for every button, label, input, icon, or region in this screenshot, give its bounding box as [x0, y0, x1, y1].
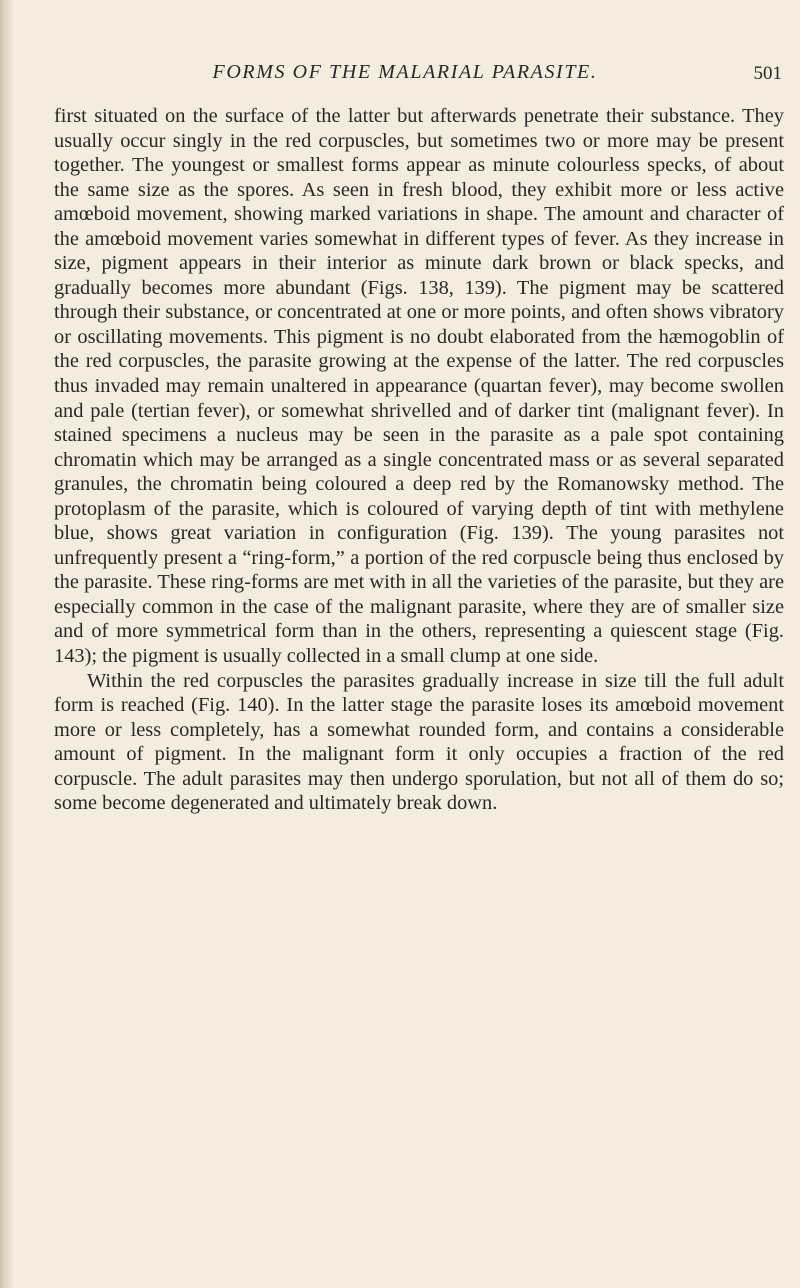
paragraph-2: Within the red corpuscles the parasites gradually increase in size till the full adult form is reached (Fig. 140). In the latter stage the parasite loses its amœboid movement more or less completely, has a somewhat rounded form, and contains a considerable amount of pigment. In the malignant form it only occupies a fraction of the red corpuscle. The adult parasites may then undergo sporulation, but not all of them do so; some become degenerated and ultimately break down.	[54, 669, 784, 815]
running-title: FORMS OF THE MALARIAL PARASITE.	[212, 61, 598, 83]
page-number: 501	[753, 63, 782, 84]
page-content	[54, 58, 784, 816]
page-header	[54, 58, 784, 92]
body-text	[54, 104, 784, 816]
paragraph-1: first situated on the surface of the latter but afterwards penetrate their substance. They usually occur singly in the red corpuscles, but sometimes two or more may be present together. The youngest or smallest forms appear as minute colourless specks, of about the same size as the spores. As seen in fresh blood, they exhibit more or less active amœboid movement, showing marked variations in shape. The amount and character of the amœboid movement varies somewhat in different types of fever. As they increase in size, pigment appears in their interior as minute dark brown or black specks, and gradually becomes more abundant (Figs. 138, 139). The pigment may be scattered through their substance, or concentrated at one or more points, and often shows vibratory or oscillating movements. This pigment is no doubt elaborated from the hæmogoblin of the red corpuscles, the parasite growing at the expense of the latter. The red corpuscles thus invaded may remain unaltered in appearance (quartan fever), may become swollen and pale (tertian fever), or somewhat shrivelled and of darker tint (malignant fever). In stained specimens a nucleus may be seen in the parasite as a pale spot containing chromatin which may be arranged as a single concentrated mass or as several separated granules, the chromatin being coloured a deep red by the Romanowsky method. The protoplasm of the parasite, which is coloured of varying depth of tint with methylene blue, shows great variation in configuration (Fig. 139). The young parasites not unfrequently present a “ring-form,” a portion of the red corpuscle being thus enclosed by the parasite. These ring-forms are met with in all the varieties of the parasite, but they are especially common in the case of the malignant parasite, where they are of smaller size and of more symmetrical form than in the others, representing a quiescent stage (Fig. 143); the pigment is usually collected in a small clump at one side.	[54, 105, 784, 668]
binding-gutter-shadow	[0, 0, 14, 1288]
